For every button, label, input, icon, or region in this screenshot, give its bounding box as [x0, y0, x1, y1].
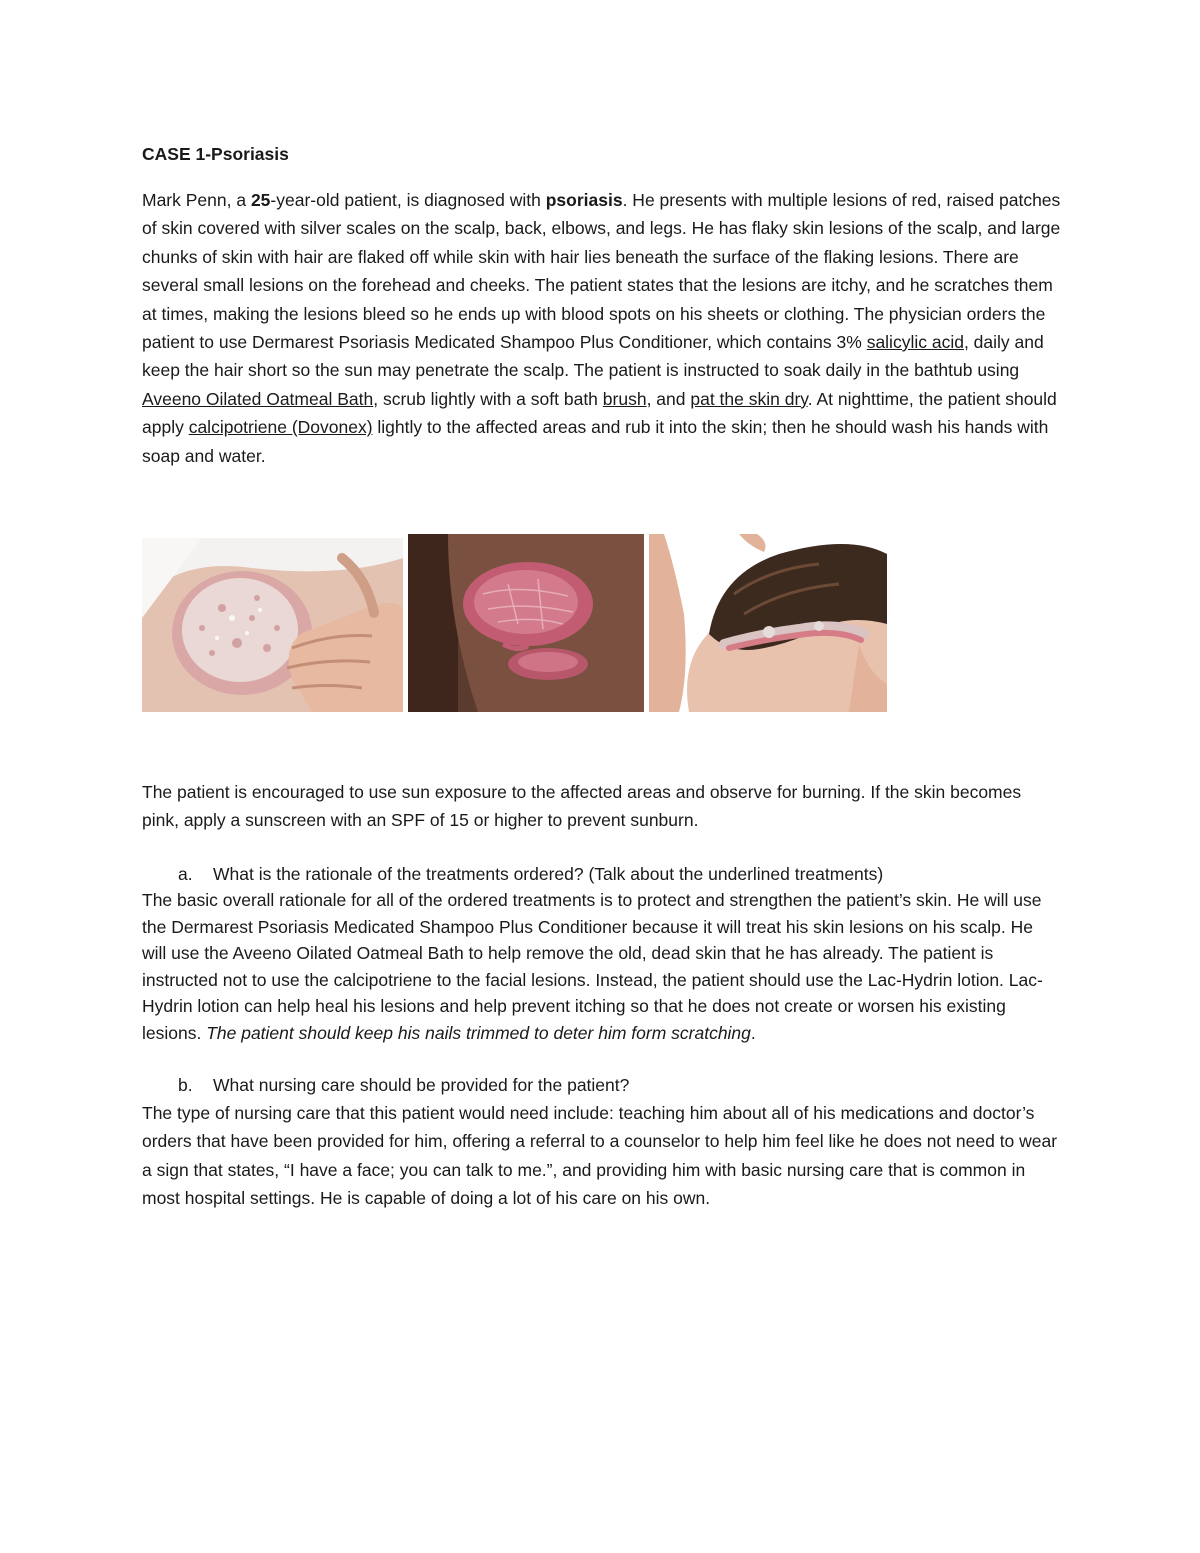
- text-run: . He presents with multiple lesions of red, raised patches of skin covered with silver scales on the scalp, back, elbows, and legs. He has flaky skin lesions of the scalp, and large chunks of skin with hair are flaked off while skin with hair lies beneath the surface of the flaking lesions. There are several small lesions on the forehead and cheeks. The patient states that the lesions are itchy, and he scratches them at times, making the lesions bleed so he ends up with blood spots on his sheets or clothing. The physician orders the patient to use Dermarest Psoriasis Medicated Shampoo Plus Conditioner, which contains 3%: [142, 190, 1061, 353]
- question-b-text: What nursing care should be provided for the patient?: [213, 1075, 630, 1096]
- underlined-treatment-calcipotriene: calcipotriene (Dovonex): [188, 417, 373, 438]
- scalp-psoriasis-photo: [649, 534, 887, 712]
- text-run: , scrub lightly with a soft bath: [373, 388, 603, 409]
- answer-a-end: .: [750, 1022, 756, 1043]
- question-a-block: [142, 861, 1062, 1047]
- sun-exposure-paragraph: The patient is encouraged to use sun exposure to the affected areas and observe for burning. If the skin becomes pink, apply a sunscreen with an SPF of 15 or higher to prevent sunburn.: [142, 782, 1022, 831]
- text-run: , daily and keep the hair short so the sun may penetrate the scalp. The patient is instructed to soak daily in the bathtub using: [142, 332, 1044, 381]
- question-a-label: a.: [178, 863, 193, 884]
- answer-b: The type of nursing care that this patient would need include: teaching him about all of his medications and doctor’s orders that have been provided for him, offering a referral to a counselor to help him feel like he does not need to wear a sign that states, “I have a face; you can talk to me.”, and providing him with basic nursing care that is common in most hospital settings. He is capable of doing a lot of his care on his own.: [142, 1102, 1058, 1209]
- answer-a-italic: The patient should keep his nails trimmed to deter him form scratching: [206, 1022, 751, 1043]
- text-run: Mark Penn, a: [142, 190, 251, 210]
- question-b-label: b.: [178, 1075, 193, 1096]
- text-run: -year-old patient, is diagnosed with: [270, 190, 546, 210]
- psoriasis-photo-row: [142, 534, 1062, 714]
- question-a: [142, 861, 1062, 888]
- underlined-treatment-salicylic-acid: salicylic acid: [866, 332, 964, 353]
- text-run: lightly to the affected areas and rub it into the skin; then he should wash his hands with soap and water.: [142, 417, 1049, 466]
- answer-a: [142, 887, 1062, 1046]
- text-run-bold: 25: [250, 190, 271, 210]
- question-a-text: What is the rationale of the treatments ordered? (Talk about the underlined treatments): [213, 863, 884, 884]
- case-description: [142, 186, 1062, 470]
- document-page: [142, 140, 1062, 1213]
- question-b: [142, 1072, 1062, 1099]
- case-title: CASE 1-Psoriasis: [142, 144, 289, 164]
- answer-a-text: The basic overall rationale for all of the ordered treatments is to protect and strengthen the patient’s skin. He will use the Dermarest Psoriasis Medicated Shampoo Plus Conditioner because it will treat his skin lesions on his scalp. He will use the Aveeno Oilated Oatmeal Bath to help remove the old, dead skin that he has already. The patient is instructed not to use the calcipotriene to the facial lesions. Instead, the patient should use the Lac-Hydrin lotion. Lac-Hydrin lotion can help heal his lesions and help prevent itching so that he does not create or worsen his existing lesions.: [142, 890, 1043, 1043]
- question-b-block: [142, 1072, 1062, 1212]
- underlined-treatment-pat-dry: pat the skin dry: [690, 388, 808, 409]
- underlined-treatment-brush: brush: [602, 388, 647, 409]
- elbow-psoriasis-photo: [142, 538, 403, 712]
- text-run: . At nighttime, the patient should apply: [142, 388, 1057, 438]
- text-run: , and: [646, 388, 691, 409]
- text-run-bold: psoriasis: [545, 190, 623, 210]
- underlined-treatment-oatmeal-bath: Aveeno Oilated Oatmeal Bath: [142, 388, 374, 409]
- knee-psoriasis-photo: [408, 534, 644, 712]
